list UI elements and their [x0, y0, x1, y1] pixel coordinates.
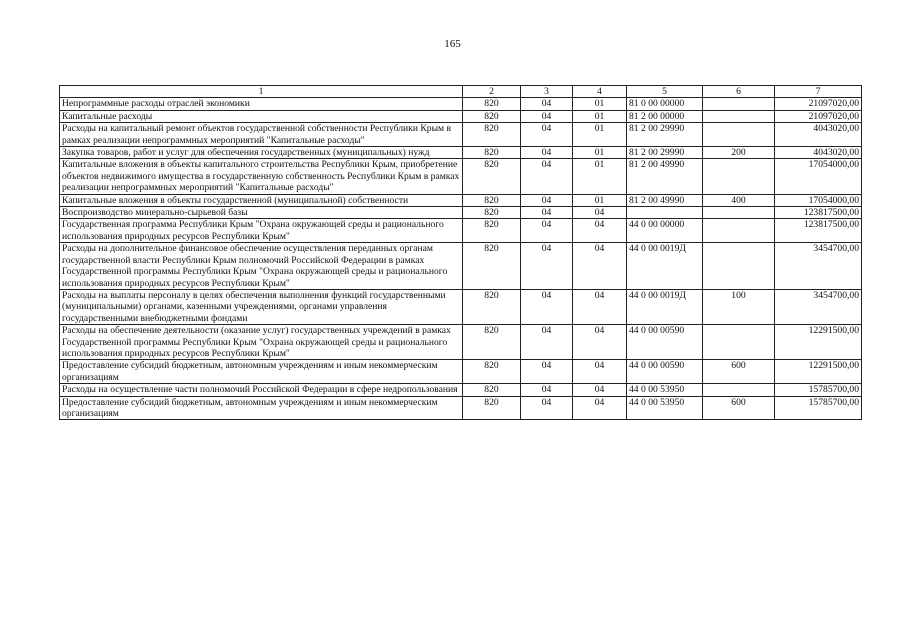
grbs-code-cell: 820 — [463, 159, 521, 194]
table-header-row — [60, 86, 862, 98]
expense-type-cell — [703, 123, 775, 147]
expense-type-cell: 600 — [703, 396, 775, 420]
target-article-cell: 44 0 00 53950 — [627, 384, 703, 396]
budget-table-body — [60, 86, 862, 420]
expense-name-cell: Расходы на обеспечение деятельности (оказание услуг) государственных учреждений в рамках Государственной программы Республики Крым "Охрана окружающей среды и рационального использования природных ресурсов Республики Крым" — [60, 325, 463, 360]
grbs-code-cell: 820 — [463, 123, 521, 147]
expense-type-cell: 100 — [703, 289, 775, 324]
section-code-cell: 04 — [521, 325, 573, 360]
amount-cell: 12291500,00 — [775, 360, 862, 384]
amount-cell: 4043020,00 — [775, 147, 862, 159]
section-code-cell: 04 — [521, 123, 573, 147]
grbs-code-cell: 820 — [463, 194, 521, 206]
target-article-cell: 44 0 00 00590 — [627, 325, 703, 360]
target-article-cell: 81 2 00 29990 — [627, 123, 703, 147]
target-article-cell: 81 2 00 49990 — [627, 159, 703, 194]
grbs-code-cell: 820 — [463, 325, 521, 360]
amount-cell: 17054000,00 — [775, 194, 862, 206]
header-cell: 2 — [463, 86, 521, 98]
target-article-cell: 44 0 00 53950 — [627, 396, 703, 420]
grbs-code-cell: 820 — [463, 384, 521, 396]
section-code-cell: 04 — [521, 159, 573, 194]
section-code-cell: 04 — [521, 243, 573, 290]
grbs-code-cell: 820 — [463, 289, 521, 324]
grbs-code-cell: 820 — [463, 147, 521, 159]
section-code-cell: 04 — [521, 207, 573, 219]
target-article-cell: 44 0 00 00000 — [627, 219, 703, 243]
target-article-cell: 81 2 00 29990 — [627, 147, 703, 159]
subsection-code-cell: 04 — [573, 396, 627, 420]
expense-type-cell — [703, 384, 775, 396]
expense-name-cell: Государственная программа Республики Крым "Охрана окружающей среды и рационального использования природных ресурсов Республики Крым" — [60, 219, 463, 243]
expense-type-cell — [703, 98, 775, 110]
amount-cell: 123817500,00 — [775, 219, 862, 243]
table-row — [60, 147, 862, 159]
expense-name-cell: Закупка товаров, работ и услуг для обеспечения государственных (муниципальных) нужд — [60, 147, 463, 159]
section-code-cell: 04 — [521, 384, 573, 396]
budget-table — [59, 85, 862, 420]
expense-type-cell — [703, 110, 775, 122]
expense-name-cell: Капитальные вложения в объекты государственной (муниципальной) собственности — [60, 194, 463, 206]
target-article-cell — [627, 207, 703, 219]
amount-cell: 3454700,00 — [775, 243, 862, 290]
expense-name-cell: Воспроизводство минерально-сырьевой базы — [60, 207, 463, 219]
expense-name-cell: Расходы на дополнительное финансовое обеспечение осуществления переданных органам государственной власти Республики Крым полномочий Российской Федерации в рамках Государственной программы Республики Крым "Охрана окружающей среды и рационального использования природных ресурсов Республики Крым" — [60, 243, 463, 290]
expense-type-cell: 200 — [703, 147, 775, 159]
target-article-cell: 44 0 00 0019Д — [627, 289, 703, 324]
section-code-cell: 04 — [521, 219, 573, 243]
table-row — [60, 219, 862, 243]
grbs-code-cell: 820 — [463, 396, 521, 420]
subsection-code-cell: 04 — [573, 207, 627, 219]
expense-name-cell: Капитальные вложения в объекты капитального строительства Республики Крым, приобретение объектов недвижимого имущества в государственную собственность Республики Крым в рамках реализации непрограммных мероприятий "Капитальные расходы" — [60, 159, 463, 194]
subsection-code-cell: 04 — [573, 243, 627, 290]
expense-type-cell: 400 — [703, 194, 775, 206]
subsection-code-cell: 01 — [573, 110, 627, 122]
expense-name-cell: Предоставление субсидий бюджетным, автономным учреждениям и иным некоммерческим организациям — [60, 360, 463, 384]
table-row — [60, 98, 862, 110]
target-article-cell: 44 0 00 0019Д — [627, 243, 703, 290]
grbs-code-cell: 820 — [463, 98, 521, 110]
section-code-cell: 04 — [521, 396, 573, 420]
target-article-cell: 81 2 00 49990 — [627, 194, 703, 206]
target-article-cell: 81 0 00 00000 — [627, 98, 703, 110]
amount-cell: 21097020,00 — [775, 110, 862, 122]
subsection-code-cell: 04 — [573, 360, 627, 384]
table-row — [60, 110, 862, 122]
amount-cell: 123817500,00 — [775, 207, 862, 219]
table-row — [60, 360, 862, 384]
subsection-code-cell: 04 — [573, 325, 627, 360]
table-row — [60, 289, 862, 324]
table-row — [60, 123, 862, 147]
grbs-code-cell: 820 — [463, 110, 521, 122]
header-cell: 4 — [573, 86, 627, 98]
table-row — [60, 325, 862, 360]
expense-type-cell — [703, 325, 775, 360]
grbs-code-cell: 820 — [463, 243, 521, 290]
section-code-cell: 04 — [521, 147, 573, 159]
table-row — [60, 194, 862, 206]
table-row — [60, 207, 862, 219]
grbs-code-cell: 820 — [463, 219, 521, 243]
expense-type-cell: 600 — [703, 360, 775, 384]
amount-cell: 3454700,00 — [775, 289, 862, 324]
page-number: 165 — [444, 38, 461, 50]
target-article-cell: 81 2 00 00000 — [627, 110, 703, 122]
section-code-cell: 04 — [521, 98, 573, 110]
subsection-code-cell: 04 — [573, 384, 627, 396]
amount-cell: 17054000,00 — [775, 159, 862, 194]
expense-type-cell — [703, 159, 775, 194]
header-cell: 5 — [627, 86, 703, 98]
header-cell: 7 — [775, 86, 862, 98]
expense-name-cell: Предоставление субсидий бюджетным, автономным учреждениям и иным некоммерческим организациям — [60, 396, 463, 420]
target-article-cell: 44 0 00 00590 — [627, 360, 703, 384]
grbs-code-cell: 820 — [463, 360, 521, 384]
amount-cell: 15785700,00 — [775, 384, 862, 396]
expense-type-cell — [703, 219, 775, 243]
expense-name-cell: Расходы на осуществление части полномочий Российской Федерации в сфере недропользования — [60, 384, 463, 396]
section-code-cell: 04 — [521, 360, 573, 384]
subsection-code-cell: 01 — [573, 194, 627, 206]
expense-name-cell: Непрограммные расходы отраслей экономики — [60, 98, 463, 110]
amount-cell: 15785700,00 — [775, 396, 862, 420]
subsection-code-cell: 04 — [573, 289, 627, 324]
subsection-code-cell: 04 — [573, 219, 627, 243]
expense-type-cell — [703, 207, 775, 219]
header-cell: 3 — [521, 86, 573, 98]
expense-name-cell: Капитальные расходы — [60, 110, 463, 122]
subsection-code-cell: 01 — [573, 159, 627, 194]
section-code-cell: 04 — [521, 110, 573, 122]
header-cell: 1 — [60, 86, 463, 98]
table-row — [60, 384, 862, 396]
grbs-code-cell: 820 — [463, 207, 521, 219]
header-cell: 6 — [703, 86, 775, 98]
subsection-code-cell: 01 — [573, 147, 627, 159]
section-code-cell: 04 — [521, 194, 573, 206]
table-row — [60, 396, 862, 420]
table-row — [60, 243, 862, 290]
expense-name-cell: Расходы на капитальный ремонт объектов государственной собственности Республики Крым в рамках реализации непрограммных мероприятий "Капитальные расходы" — [60, 123, 463, 147]
subsection-code-cell: 01 — [573, 123, 627, 147]
amount-cell: 4043020,00 — [775, 123, 862, 147]
amount-cell: 21097020,00 — [775, 98, 862, 110]
amount-cell: 12291500,00 — [775, 325, 862, 360]
table-row — [60, 159, 862, 194]
subsection-code-cell: 01 — [573, 98, 627, 110]
section-code-cell: 04 — [521, 289, 573, 324]
expense-name-cell: Расходы на выплаты персоналу в целях обеспечения выполнения функций государственными (муниципальными) органами, казенными учреждениями, органами управления государственными внебюджетными фондами — [60, 289, 463, 324]
expense-type-cell — [703, 243, 775, 290]
